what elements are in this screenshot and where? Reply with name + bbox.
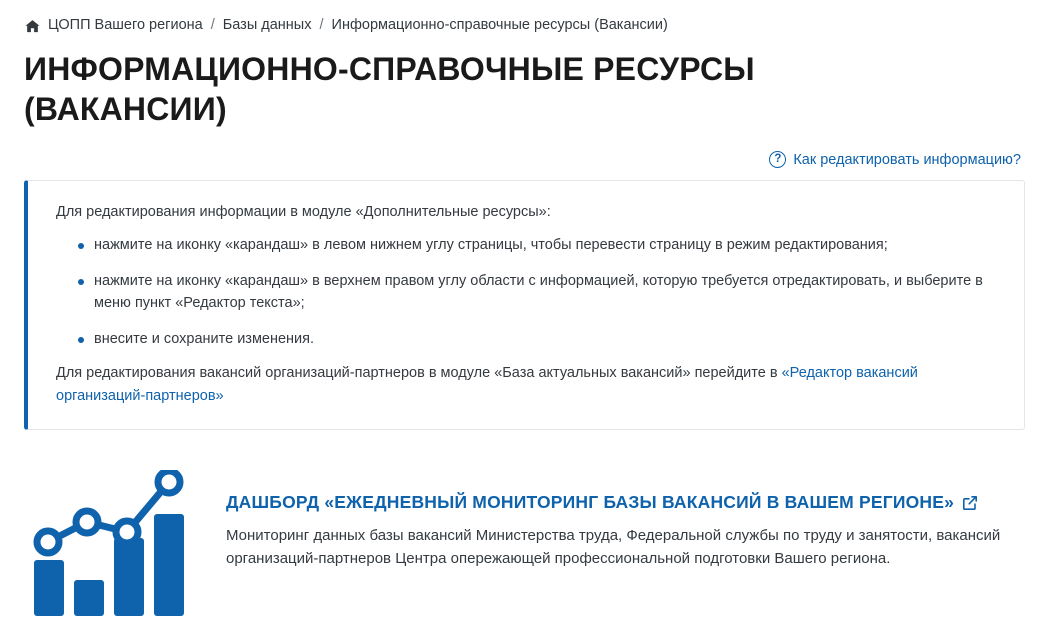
external-link-icon xyxy=(962,495,978,511)
breadcrumb-item-copp[interactable]: ЦОПП Вашего региона xyxy=(48,17,203,33)
how-to-edit-label: Как редактировать информацию? xyxy=(793,151,1021,168)
breadcrumb-item-databases[interactable]: Базы данных xyxy=(222,17,312,33)
dashboard-body xyxy=(226,470,1025,571)
how-to-edit-link[interactable] xyxy=(769,151,1021,168)
breadcrumb xyxy=(24,0,1025,33)
info-intro: Для редактирования информации в модуле «Дополнительные ресурсы»: xyxy=(56,204,551,220)
info-tail xyxy=(56,362,1000,407)
dashboard-card xyxy=(24,470,1025,620)
bar-chart-line-icon xyxy=(30,470,208,620)
info-tail-text: Для редактирования вакансий организаций-партнеров в модуле «База актуальных вакансий» перейдите в xyxy=(56,365,782,382)
info-bullet-list xyxy=(56,235,1000,350)
dashboard-link[interactable] xyxy=(226,492,978,513)
dashboard-description: Мониторинг данных базы вакансий Министерства труда, Федеральной службы по труду и занятости, вакансий организаций-партнеров Центра опережающей профессиональной подготовки Вашего региона. xyxy=(226,527,1001,568)
question-circle-icon: ? xyxy=(769,151,786,168)
list-item: нажмите на иконку «карандаш» в левом нижнем углу страницы, чтобы перевести страницу в режим редактирования; xyxy=(78,235,1000,257)
page-title: ИНФОРМАЦИОННО-СПРАВОЧНЫЕ РЕСУРСЫ (ВАКАНСИИ) xyxy=(24,51,755,127)
help-row xyxy=(24,151,1025,168)
breadcrumb-separator-2: / xyxy=(319,17,324,33)
home-icon[interactable] xyxy=(24,19,41,34)
list-item: внесите и сохраните изменения. xyxy=(78,329,1000,351)
info-panel xyxy=(24,180,1025,430)
breadcrumb-separator-1: / xyxy=(210,17,215,33)
vacancy-editor-link[interactable]: «Редактор вакансий организаций-партнеров» xyxy=(56,365,918,404)
list-item: нажмите на иконку «карандаш» в верхнем правом углу области с информацией, которую требуется отредактировать, и выберите в меню пункт «Редактор текста»; xyxy=(78,271,1000,315)
breadcrumb-item-current: Информационно-справочные ресурсы (Вакансии) xyxy=(331,17,668,33)
dashboard-title: ДАШБОРД «ЕЖЕДНЕВНЫЙ МОНИТОРИНГ БАЗЫ ВАКАНСИЙ В ВАШЕМ РЕГИОНЕ» xyxy=(226,492,955,513)
